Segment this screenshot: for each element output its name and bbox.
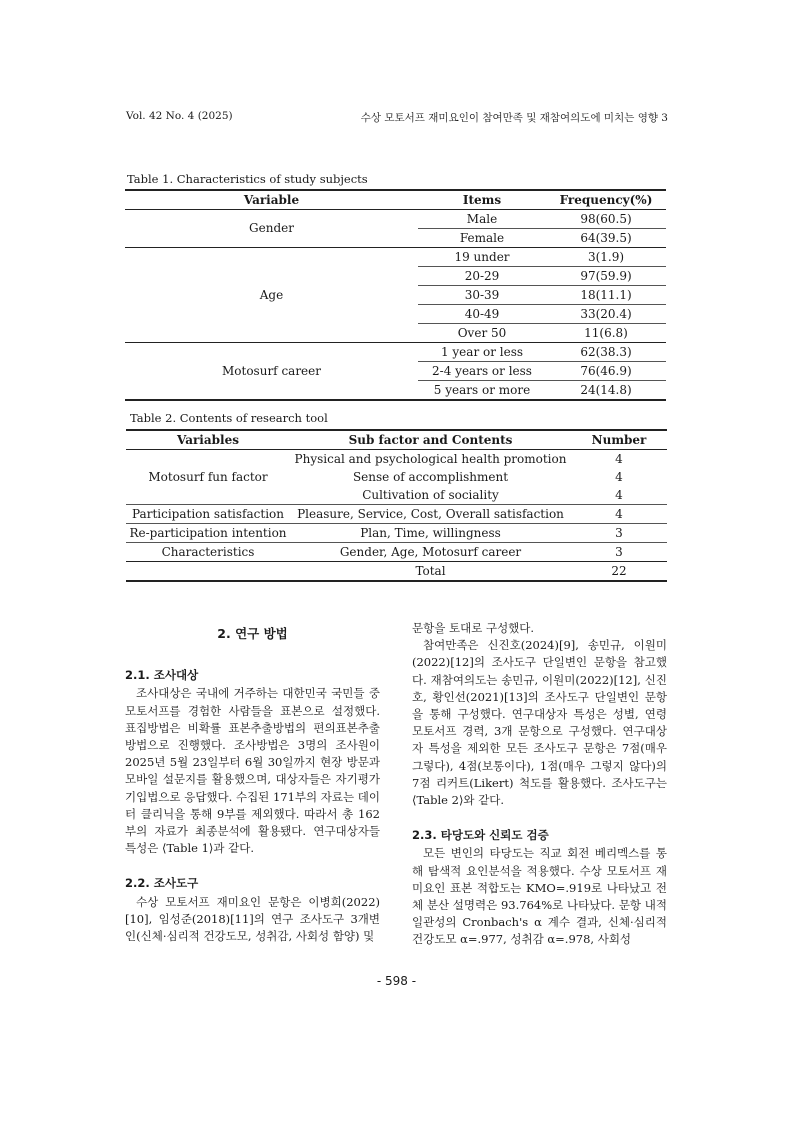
table2-header: Variables — [126, 430, 290, 450]
item-cell: 5 years or more — [433, 382, 531, 397]
frequency-cell: 18(11.1) — [546, 286, 666, 305]
number-cell: 3 — [615, 544, 623, 559]
frequency-cell: 76(46.9) — [546, 362, 666, 381]
paragraph: 문항을 토대로 구성했다. — [412, 621, 535, 635]
running-header — [126, 110, 668, 125]
table-row — [126, 524, 667, 543]
item-cell: 40-49 — [418, 305, 546, 324]
item-cell: 19 under — [418, 248, 546, 267]
number-cell: 4 — [571, 505, 667, 524]
variable-cell: Motosurf fun factor — [126, 450, 290, 505]
table-row — [126, 505, 667, 524]
paragraph: 참여만족은 신진호(2024)[9], 송민규, 이원미(2022)[12]의 조사도구 단일변인 문항을 참고했다. 재참여의도는 송민규, 이원미(2022)[12], 신진호, 황인선(2021)[13]의 조사도구 단일변인 문항을 통해 구성했다. 연구대상자 특성은 성별, 연령 모토서프 경력, 3개 문항으로 구성했다. 연구대상자 특성을 제외한 모든 조사도구 문항은 7점(매우 그렇다), 4점(보통이다), 1점(매우 그렇지 않다)의 7점 리커트(Likert) 척도를 활용했다. 조사도구는 ⟨Table 2⟩와 같다. — [412, 638, 667, 808]
item-cell: Female — [418, 229, 546, 248]
variable-cell: Participation satisfaction — [126, 505, 290, 524]
variable-cell: Characteristics — [161, 544, 255, 559]
variable-cell: Gender — [125, 210, 418, 248]
table-row — [125, 248, 666, 267]
paragraph: 조사대상은 국내에 거주하는 대한민국 국민들 중 모토서프를 경험한 사람들을 표본으로 설정했다. 표집방법은 비확률 표본추출방법의 편의표본추출방법으로 진행했다. 조사방법은 3명의 조사원이 2025년 5월 23일부터 6월 30일까지 현장 방문과 모바일 설문지를 활용했으며, 대상자들은 자기평가 기입법으로 응답했다. 수집된 171부의 자료는 데이터 클리닉을 통해 9부를 제외했다. 따라서 총 162부의 자료가 최종분석에 활용됐다. 연구대상자들 특성은 ⟨Table 1⟩과 같다. — [125, 686, 380, 856]
content-cell: Sense of accomplishment — [352, 469, 509, 484]
table2-caption: Table 2. Contents of research tool — [130, 411, 328, 425]
number-cell: 4 — [571, 486, 667, 505]
item-cell: Over 50 — [418, 324, 546, 343]
number-cell: 4 — [615, 451, 623, 466]
table1-header: Items — [418, 190, 546, 210]
table1 — [125, 189, 666, 401]
paragraph: 모든 변인의 타당도는 직교 회전 베리멕스를 통해 탐색적 요인분석을 적용했다. 수상 모토서프 재미요인 표본 적합도는 KMO=.919로 나타났고 전체 분산 설명력은 93.764%로 나타났다. 문항 내적일관성의 Cronbach's α 계수 결과, 신체·심리적 건강도모 α=.977, 성취감 α=.978, 사회성 — [412, 846, 667, 947]
variable-cell: Motosurf career — [222, 363, 321, 378]
number-cell: 3 — [571, 524, 667, 543]
variable-cell: Re-participation intention — [126, 524, 290, 543]
table-row — [126, 450, 667, 469]
item-cell: 2-4 years or less — [418, 362, 546, 381]
table1-caption: Table 1. Characteristics of study subjects — [127, 172, 368, 186]
subsection-title: 2.1. 조사대상 — [125, 668, 199, 683]
table-row — [125, 210, 666, 229]
frequency-cell: 98(60.5) — [546, 210, 666, 229]
item-cell: 1 year or less — [418, 343, 546, 362]
item-cell: 20-29 — [418, 267, 546, 286]
subsection-title: 2.2. 조사도구 — [125, 876, 199, 891]
content-cell: Cultivation of sociality — [290, 486, 571, 505]
number-cell: 4 — [615, 469, 623, 484]
content-cell: Gender, Age, Motosurf career — [339, 544, 522, 559]
table1-header: Variable — [125, 190, 418, 210]
variable-cell: Age — [125, 248, 418, 343]
item-cell: 30-39 — [418, 286, 546, 305]
journal-volume: Vol. 42 No. 4 (2025) — [126, 110, 233, 122]
content-cell: Pleasure, Service, Cost, Overall satisfaction — [290, 505, 571, 524]
paragraph: 수상 모토서프 재미요인 문항은 이병희(2022)[10], 임성준(2018)[11]의 연구 조사도구 3개변인(신체·심리적 건강도모, 성취감, 사회성 함양) 및 — [125, 894, 380, 944]
content-cell: Physical and psychological health promotion — [294, 451, 567, 466]
frequency-cell: 33(20.4) — [546, 305, 666, 324]
table-row — [125, 343, 666, 362]
table2-header-row — [126, 430, 667, 450]
table1-header-row — [125, 190, 666, 210]
item-cell: Male — [418, 210, 546, 229]
left-column — [125, 620, 380, 945]
subsection-title: 2.3. 타당도와 신뢰도 검증 — [412, 828, 549, 843]
page-number: - 598 - — [376, 974, 417, 988]
frequency-cell: 3(1.9) — [546, 248, 666, 267]
table1-header: Frequency(%) — [546, 190, 666, 210]
table2-header: Number — [571, 430, 667, 450]
right-column — [412, 620, 667, 949]
total-label: Total — [290, 562, 571, 582]
frequency-cell: 11(6.8) — [546, 324, 666, 343]
table-row — [126, 543, 667, 562]
total-value: 22 — [571, 562, 667, 582]
section-title: 2. 연구 방법 — [217, 626, 288, 641]
frequency-cell: 97(59.9) — [546, 267, 666, 286]
frequency-cell: 24(14.8) — [580, 382, 632, 397]
running-title: 수상 모토서프 재미요인이 참여만족 및 재참여의도에 미치는 영향 3 — [360, 112, 668, 124]
table2-header: Sub factor and Contents — [290, 430, 571, 450]
table2 — [126, 429, 667, 582]
frequency-cell: 62(38.3) — [546, 343, 666, 362]
frequency-cell: 64(39.5) — [546, 229, 666, 248]
table-total-row — [126, 562, 667, 582]
content-cell: Plan, Time, willingness — [290, 524, 571, 543]
